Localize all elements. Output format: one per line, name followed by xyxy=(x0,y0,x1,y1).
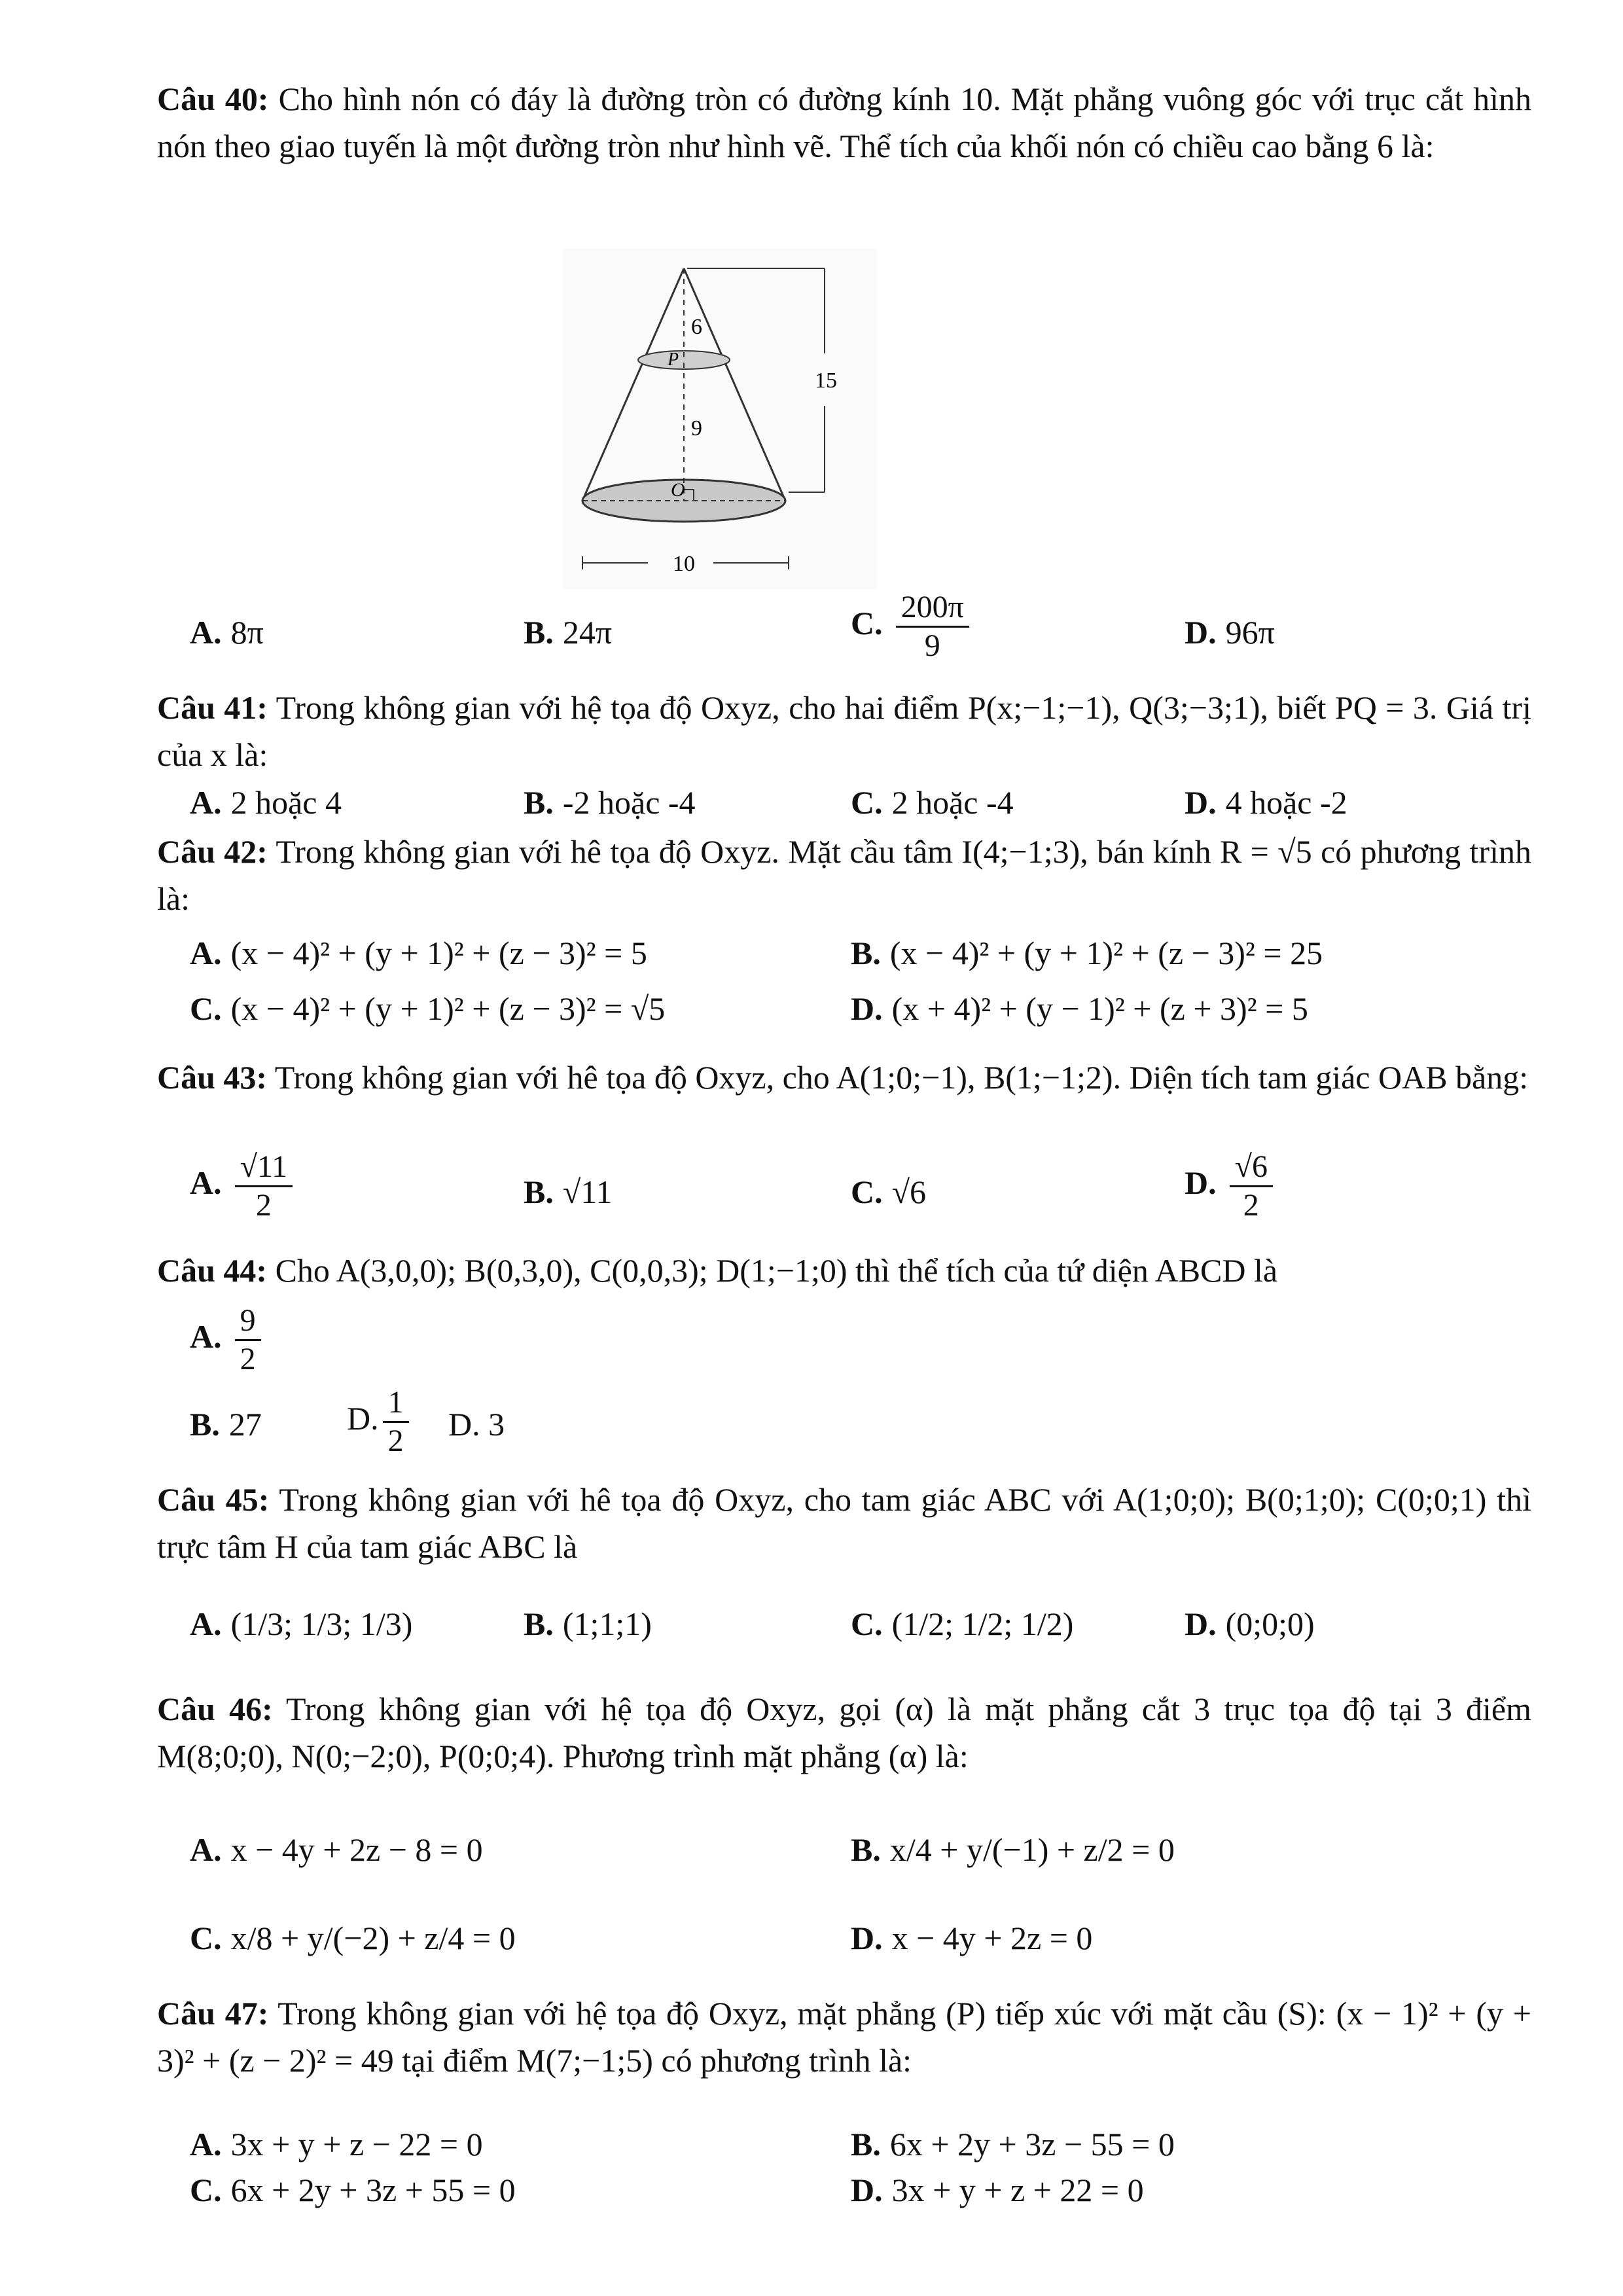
q43-option-c[interactable]: C. √6 xyxy=(851,1174,927,1210)
q40-option-a[interactable]: A. 8π xyxy=(190,614,264,651)
question-label: Câu 40: xyxy=(157,81,269,117)
q43-option-a[interactable]: A. $\frac{√11}{2}$ xyxy=(190,1149,296,1224)
q46-option-b[interactable]: B. x/4 + y/(−1) + z/2 = 0 xyxy=(851,1831,1175,1868)
q44-option-a[interactable]: A. $\frac{9}{2}$ xyxy=(190,1302,265,1378)
question-43: Câu 43: Trong không gian với hê tọa độ Oxyz, cho A(1;0;−1), B(1;−1;2). Diện tích tam giác OAB bằng: xyxy=(157,1059,1529,1096)
q40-option-b[interactable]: B. 24π xyxy=(524,614,613,651)
question-44: Câu 44: Cho A(3,0,0); B(0,3,0), C(0,0,3); D(1;−1;0) thì thể tích của tứ diện ABCD là xyxy=(157,1252,1278,1289)
q47-option-b[interactable]: B. 6x + 2y + 3z − 55 = 0 xyxy=(851,2126,1175,2162)
question-40 xyxy=(157,75,1531,170)
q46-option-c[interactable]: C. x/8 + y/(−2) + z/4 = 0 xyxy=(190,1920,516,1956)
label-total-height: 15 xyxy=(815,368,837,393)
q41-option-a[interactable]: A. 2 hoặc 4 xyxy=(190,784,342,821)
q45-option-d[interactable]: D. (0;0;0) xyxy=(1185,1605,1315,1642)
question-text: Cho hình nón có đáy là đường tròn có đường kính 10. Mặt phẳng vuông góc với trục cắt hình nón theo giao tuyến là một đường tròn như hình vẽ. Thể tích của khối nón có chiều cao bằng 6 là: xyxy=(157,81,1532,164)
label-point-o: O xyxy=(671,479,685,501)
label-point-p: P xyxy=(668,350,679,370)
q46-option-a[interactable]: A. x − 4y + 2z − 8 = 0 xyxy=(190,1831,483,1868)
q45-option-c[interactable]: C. (1/2; 1/2; 1/2) xyxy=(851,1605,1074,1642)
question-45: Câu 45: Trong không gian với hê tọa độ Oxyz, cho tam giác ABC với A(1;0;0); B(0;1;0); C(0;0;1) thì trực tâm H của tam giác ABC là xyxy=(157,1481,1531,1565)
cone-figure xyxy=(563,249,877,589)
label-bottom-length: 9 xyxy=(691,416,702,440)
q45-option-b[interactable]: B. (1;1;1) xyxy=(524,1605,652,1642)
q41-option-b[interactable]: B. -2 hoặc -4 xyxy=(524,784,696,821)
label-diameter: 10 xyxy=(673,552,695,576)
q44-option-b[interactable]: B. 27 xyxy=(190,1406,262,1443)
q42-option-c[interactable]: C. (x − 4)² + (y + 1)² + (z − 3)² = √5 xyxy=(190,990,666,1027)
q41-option-d[interactable]: D. 4 hoặc -2 xyxy=(1185,784,1347,821)
q43-option-b[interactable]: B. √11 xyxy=(524,1174,613,1210)
label-top-length: 6 xyxy=(691,315,702,339)
q44-option-d-half[interactable]: D. $\frac{1}{2}$ xyxy=(347,1384,413,1460)
question-46: Câu 46: Trong không gian với hệ tọa độ Oxyz, gọi (α) là mặt phẳng cắt 3 trục tọa độ tại 3 điểm M(8;0;0), N(0;−2;0), P(0;0;4). Phương trình mặt phẳng (α) là: xyxy=(157,1691,1531,1774)
q43-option-d[interactable]: D. $\frac{√6}{2}$ xyxy=(1185,1149,1277,1224)
q42-option-a[interactable]: A. (x − 4)² + (y + 1)² + (z − 3)² = 5 xyxy=(190,935,647,971)
question-47: Câu 47: Trong không gian với hệ tọa độ Oxyz, mặt phẳng (P) tiếp xúc với mặt cầu (S): (x − 1)² + (y + 3)² + (z − 2)² = 49 tại điểm M(7;−1;5) có phương trình là: xyxy=(157,1995,1531,2079)
q46-option-d[interactable]: D. x − 4y + 2z = 0 xyxy=(851,1920,1093,1956)
question-42: Câu 42: Trong không gian với hê tọa độ Oxyz. Mặt cầu tâm I(4;−1;3), bán kính R = √5 có phương trình là: xyxy=(157,833,1531,917)
q42-option-d[interactable]: D. (x + 4)² + (y − 1)² + (z + 3)² = 5 xyxy=(851,990,1308,1027)
q45-option-a[interactable]: A. (1/3; 1/3; 1/3) xyxy=(190,1605,413,1642)
q40-option-d[interactable]: D. 96π xyxy=(1185,614,1275,651)
q47-option-d[interactable]: D. 3x + y + z + 22 = 0 xyxy=(851,2172,1144,2208)
cone-diagram xyxy=(563,249,877,589)
question-41: Câu 41: Trong không gian với hệ tọa độ Oxyz, cho hai điểm P(x;−1;−1), Q(3;−3;1), biết PQ = 3. Giá trị của x là: xyxy=(157,689,1531,773)
q40-option-c[interactable]: C. $\frac{200\pi}{9}$ xyxy=(851,589,973,664)
q47-option-c[interactable]: C. 6x + 2y + 3z + 55 = 0 xyxy=(190,2172,516,2208)
q42-option-b[interactable]: B. (x − 4)² + (y + 1)² + (z − 3)² = 25 xyxy=(851,935,1323,971)
q41-option-c[interactable]: C. 2 hoặc -4 xyxy=(851,784,1014,821)
q44-option-d-three[interactable]: D. 3 xyxy=(448,1406,505,1443)
q47-option-a[interactable]: A. 3x + y + z − 22 = 0 xyxy=(190,2126,483,2162)
